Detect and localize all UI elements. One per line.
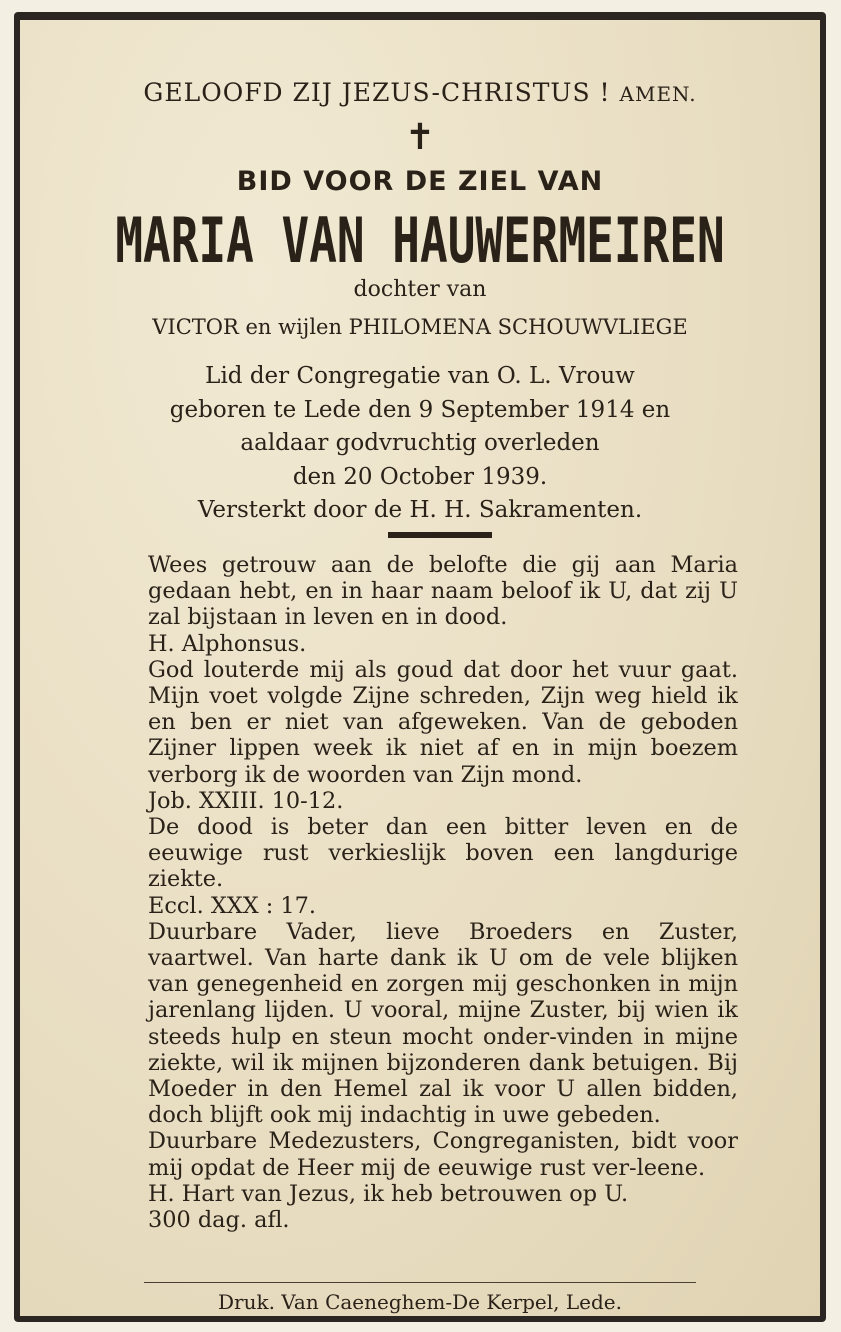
quote-alphonsus: Wees getrouw aan de belofte die gij aan Maria gedaan hebt, en in haar naam beloof ik U, dat zij U zal bijstaan in leven en in dood. xyxy=(148,552,738,631)
divider xyxy=(388,532,492,538)
memorial-card xyxy=(14,12,826,1322)
bio-line: Versterkt door de H. H. Sakramenten. xyxy=(197,497,643,523)
text-body xyxy=(148,552,738,1233)
farewell-paragraph: Duurbare Vader, lieve Broeders en Zuster, vaartwel. Van harte dank ik U om de vele blijken van genegenheid en zorgen mij geschonken in mijn jarenlang lijden. U vooral, mijne Zuster, bij wien ik steeds hulp en steun mocht onder-vinden in mijne ziekte, wil ik mijnen bijzonderen dank betuigen. Bij Moeder in den Hemel zal ik voor U allen bidden, doch blijft ook mij indachtig in uwe gebeden. xyxy=(148,918,738,1129)
parents-line: VICTOR en wijlen PHILOMENA SCHOUWVLIEGE xyxy=(152,315,688,339)
acclamation-text: GELOOFD ZIJ JEZUS-CHRISTUS ! xyxy=(143,78,611,107)
bio-line: den 20 October 1939. xyxy=(292,463,548,490)
prayer-request: BID VOOR DE ZIEL VAN xyxy=(236,166,604,197)
bio-line: geboren te Lede den 9 September 1914 en xyxy=(169,396,671,423)
indulgence-line: 300 dag. afl. xyxy=(148,1207,290,1234)
biography-block xyxy=(20,360,820,528)
sisters-paragraph: Duurbare Medezusters, Congreganisten, bidt voor mij opdat de Heer mij de eeuwige rust ver-leene. xyxy=(148,1128,738,1181)
cross-icon: ✝ xyxy=(404,117,436,158)
invocation-line: H. Hart van Jezus, ik heb betrouwen op U. xyxy=(148,1180,629,1207)
acclamation-line xyxy=(20,78,820,107)
card-paper xyxy=(20,20,820,1316)
quote-job-ref: Job. XXIII. 10-12. xyxy=(148,787,344,814)
quote-job: God louterde mij als goud dat door het vuur gaat. Mijn voet volgde Zijne schreden, Zijn weg hield ik en ben er niet van afgeweken. Van de geboden Zijner lippen week ik niet af en in mijn boezem verborg ik de woorden van Zijn mond. xyxy=(148,656,738,788)
deceased-name: MARIA VAN HAUWERMEIREN xyxy=(115,204,725,277)
quote-eccl-ref: Eccl. XXX : 17. xyxy=(148,892,317,919)
relation-line: dochter van xyxy=(353,277,487,302)
bio-line: aaldaar godvruchtig overleden xyxy=(240,430,600,456)
bio-line: Lid der Congregatie van O. L. Vrouw xyxy=(205,363,635,389)
amen-text: AMEN. xyxy=(619,82,697,106)
footer-divider xyxy=(144,1282,696,1283)
quote-eccl: De dood is beter dan een bitter leven en de eeuwige rust verkieslijk boven een langdurige ziekte. xyxy=(148,814,738,893)
printer-line: Druk. Van Caeneghem-De Kerpel, Lede. xyxy=(218,1290,622,1314)
quote-alphonsus-ref: H. Alphonsus. xyxy=(148,630,307,657)
